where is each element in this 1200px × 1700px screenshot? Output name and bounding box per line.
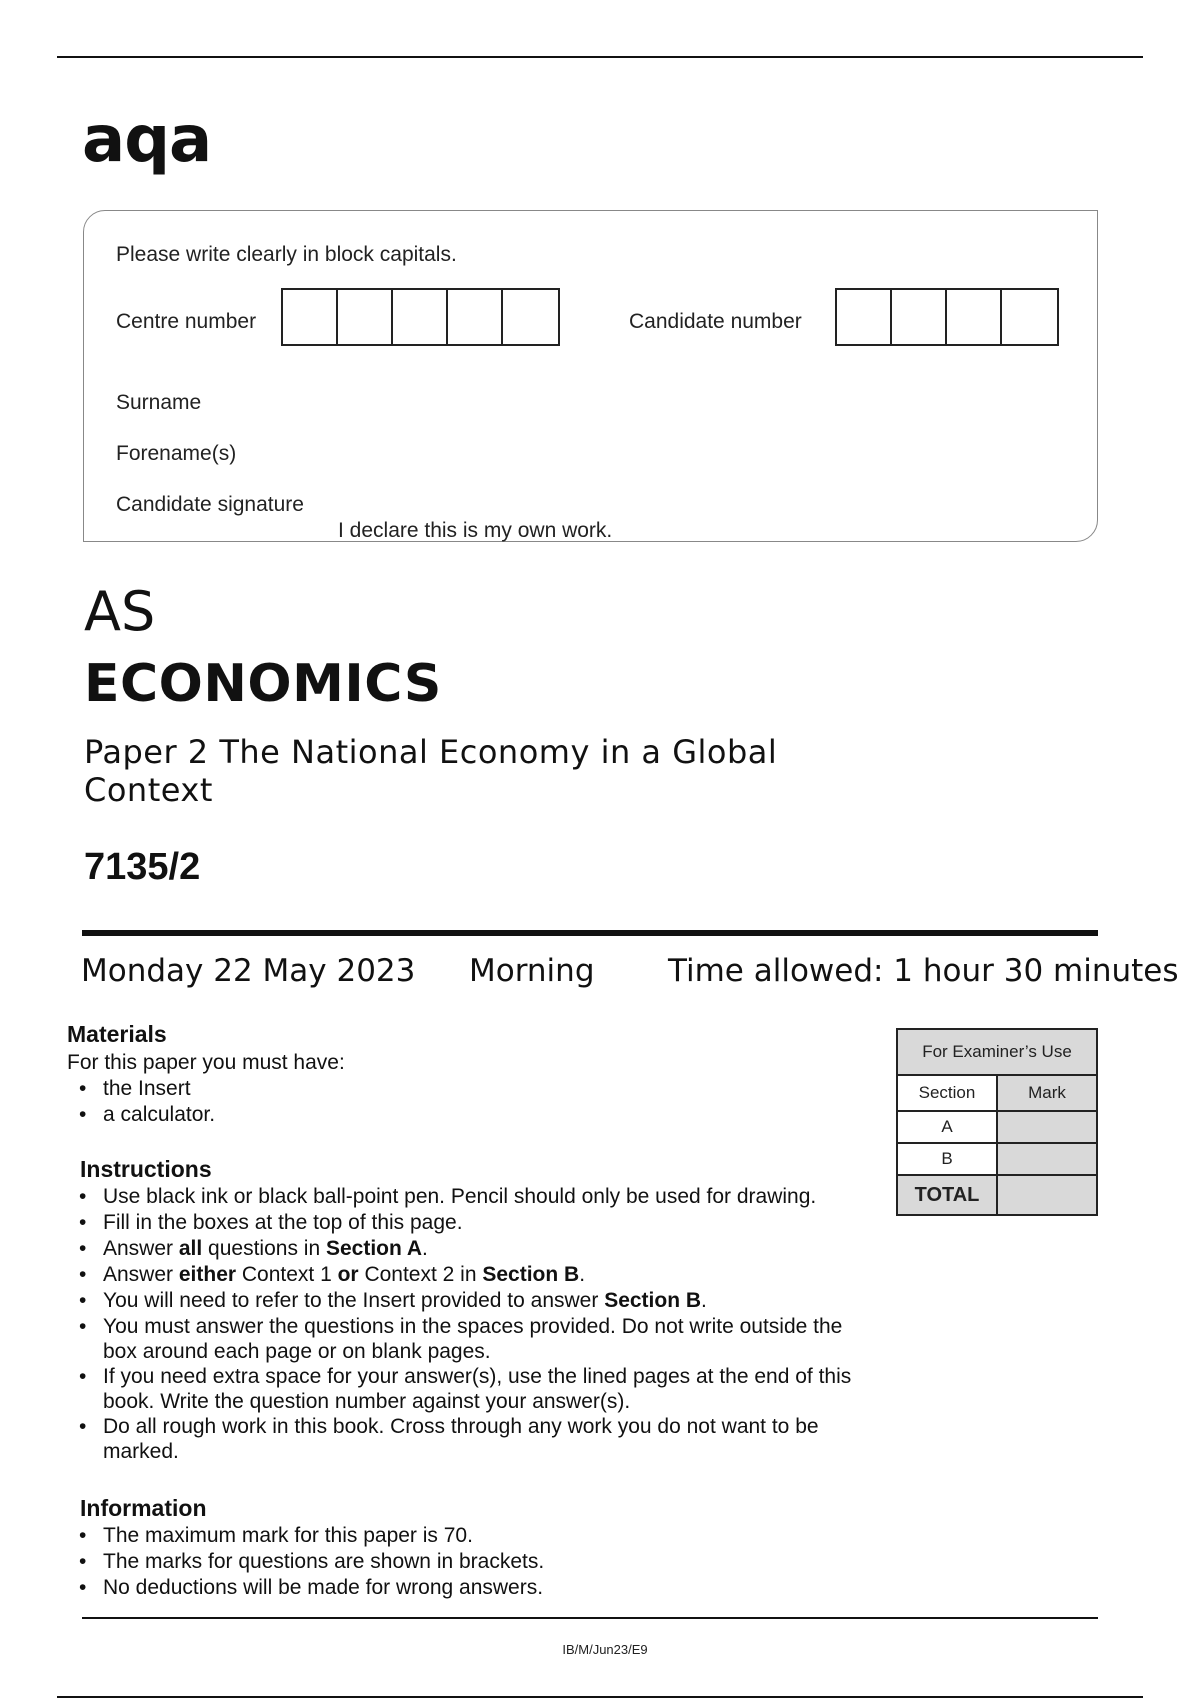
information-heading: Information: [80, 1495, 207, 1521]
centre-digit-box[interactable]: [338, 290, 393, 344]
list-item: • a calculator.: [79, 1102, 215, 1128]
candidate-digit-box[interactable]: [947, 290, 1002, 344]
section-a-cell: A: [897, 1111, 997, 1143]
candidate-number-boxes[interactable]: [835, 288, 1059, 346]
centre-digit-box[interactable]: [448, 290, 503, 344]
information-list: [79, 1523, 544, 1601]
materials-list: [79, 1076, 215, 1128]
mark-column-header: Mark: [997, 1075, 1097, 1111]
centre-number-label: Centre number: [116, 310, 257, 333]
time-allowed: Time allowed: 1 hour 30 minutes: [668, 953, 1179, 989]
materials-intro: For this paper you must have:: [67, 1051, 345, 1074]
list-item: • Answer all questions in Section A.: [79, 1236, 879, 1262]
centre-digit-box[interactable]: [283, 290, 338, 344]
bottom-rule: [57, 1696, 1143, 1698]
title-rule: [82, 930, 1098, 936]
exam-date: Monday 22 May 2023: [81, 953, 416, 989]
candidate-details-box: [83, 210, 1098, 542]
block-capitals-instruction: Please write clearly in block capitals.: [116, 243, 457, 266]
examiner-table-title: For Examiner’s Use: [897, 1029, 1097, 1075]
footer-rule: [82, 1617, 1098, 1619]
instructions-heading: Instructions: [80, 1156, 212, 1182]
instructions-list: [79, 1184, 879, 1464]
list-item: • You must answer the questions in the spaces provided. Do not write outside the box around each page or on blank pages.: [79, 1314, 879, 1364]
mark-cell-a: [997, 1111, 1097, 1143]
centre-number-boxes[interactable]: [281, 288, 560, 346]
top-rule: [57, 56, 1143, 58]
candidate-digit-box[interactable]: [837, 290, 892, 344]
candidate-digit-box[interactable]: [1002, 290, 1057, 344]
signature-label: Candidate signature: [116, 493, 304, 516]
aqa-logo: aqa: [82, 103, 212, 177]
centre-digit-box[interactable]: [393, 290, 448, 344]
section-b-cell: B: [897, 1143, 997, 1175]
mark-cell-b: [997, 1143, 1097, 1175]
list-item: • Fill in the boxes at the top of this page.: [79, 1210, 879, 1236]
exam-session: Morning: [469, 953, 595, 989]
list-item: • Answer either Context 1 or Context 2 in Section B.: [79, 1262, 879, 1288]
materials-heading: Materials: [67, 1021, 167, 1047]
paper-title: Paper 2 The National Economy in a Global Context: [84, 733, 778, 809]
section-column-header: Section: [897, 1075, 997, 1111]
list-item: • the Insert: [79, 1076, 215, 1102]
centre-digit-box[interactable]: [503, 290, 558, 344]
subject-title: ECONOMICS: [84, 654, 442, 714]
list-item: • The maximum mark for this paper is 70.: [79, 1523, 544, 1549]
list-item: • Use black ink or black ball-point pen. Pencil should only be used for drawing.: [79, 1184, 879, 1210]
paper-code: 7135/2: [84, 846, 201, 888]
candidate-digit-box[interactable]: [892, 290, 947, 344]
total-mark-cell: [997, 1175, 1097, 1215]
qualification-level: AS: [84, 580, 156, 643]
list-item: • The marks for questions are shown in brackets.: [79, 1549, 544, 1575]
list-item: • No deductions will be made for wrong answers.: [79, 1575, 544, 1601]
footer-code: IB/M/Jun23/E9: [562, 1642, 648, 1657]
list-item: • Do all rough work in this book. Cross through any work you do not want to be marked.: [79, 1414, 879, 1464]
total-label: TOTAL: [897, 1175, 997, 1215]
examiner-use-table: [896, 1028, 1098, 1216]
candidate-number-label: Candidate number: [629, 310, 802, 333]
list-item: • If you need extra space for your answer(s), use the lined pages at the end of this book. Write the question number against your answer(s).: [79, 1364, 879, 1414]
declaration-text: I declare this is my own work.: [338, 519, 613, 542]
forename-label: Forename(s): [116, 442, 237, 465]
surname-label: Surname: [116, 391, 202, 414]
list-item: • You will need to refer to the Insert provided to answer Section B.: [79, 1288, 879, 1314]
